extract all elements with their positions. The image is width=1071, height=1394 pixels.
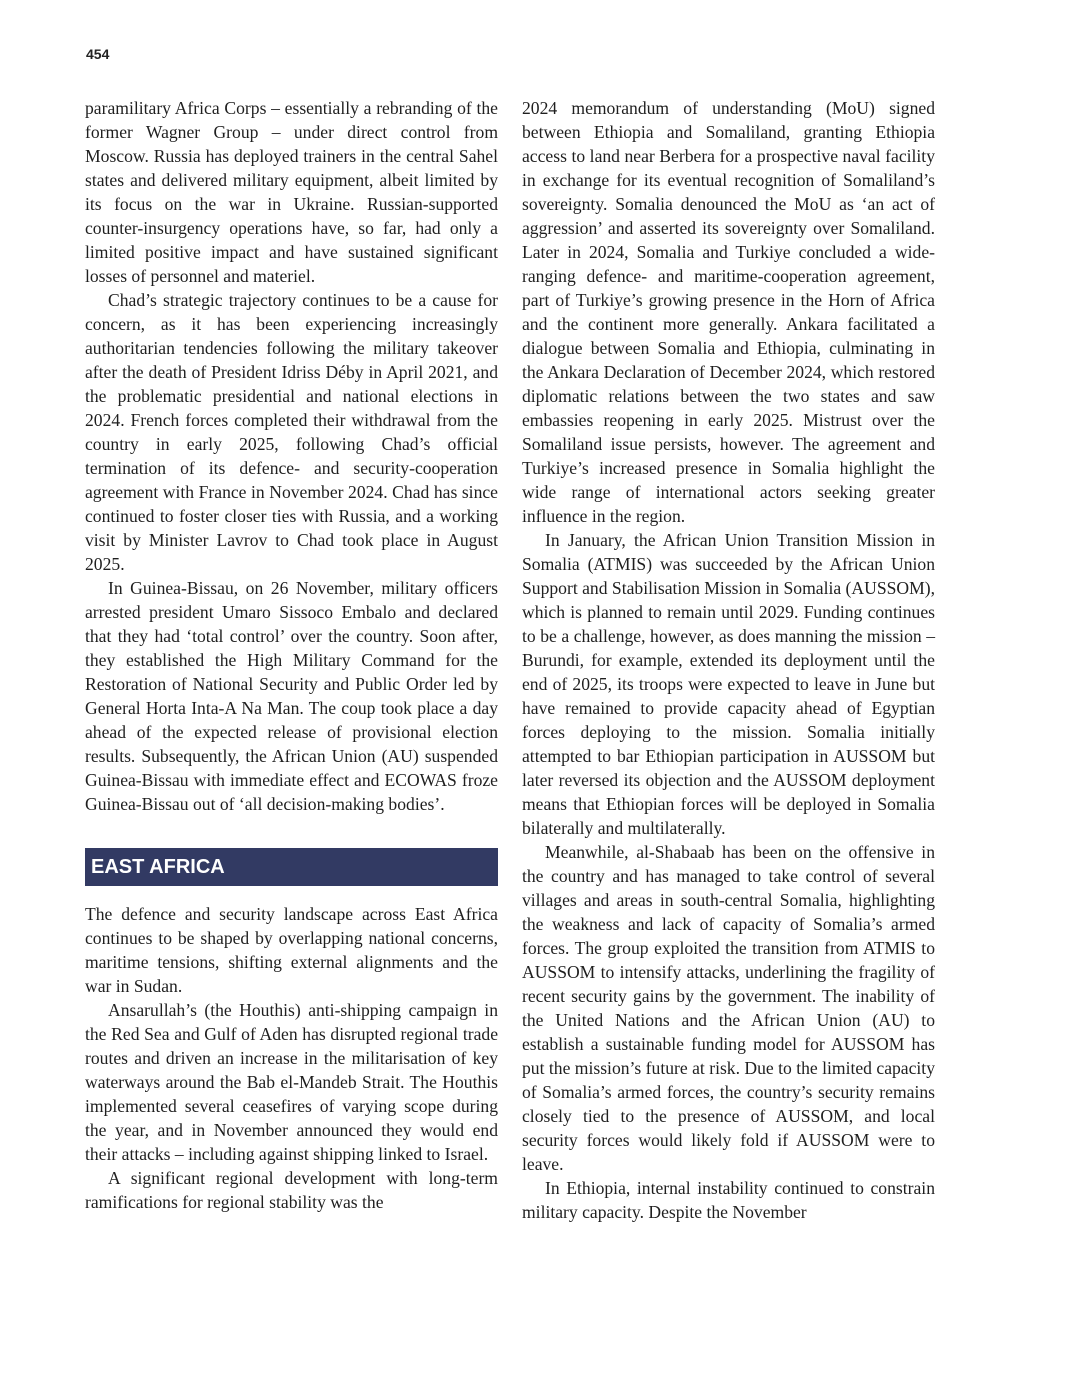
paragraph-al-shabaab: Meanwhile, al-Shabaab has been on the offensive in the country and has managed to take control of several villages and areas in south-central Somalia, highlighting the weakness and lack of capacity of Somalia’s armed forces. The group exploited the transition from ATMIS to AUSSOM to intensify attacks, underlining the fragility of recent security gains by the government. The inability of the United Nations and the African Union (AU) to establish a sustainable funding model for AUSSOM has put the mission’s future at risk. Due to the limited capacity of Somalia’s armed forces, the country’s security remains closely tied to the presence of AUSSOM, and local security forces would likely fold if AUSSOM were to leave.: [522, 842, 935, 1174]
paragraph-aussom: In January, the African Union Transition Mission in Somalia (ATMIS) was succeeded by the African Union Support and Stabilisation Mission in Somalia (AUSSOM), which is planned to remain until 2029. Funding continues to be a challenge, however, as does manning the mission – Burundi, for example, extended its deployment until the end of 2025, its troops were expected to leave in June but have remained to provide capacity ahead of Egyptian forces deploying to the mission. Somalia initially attempted to bar Ethiopian participation in AUSSOM but later reversed its objection and the AUSSOM deployment means that Ethiopian forces will be deployed in Somalia bilaterally and multilaterally.: [522, 530, 935, 838]
page-number: 454: [86, 46, 110, 62]
paragraph-ethiopia: In Ethiopia, internal instability continued to constrain military capacity. Despite the November: [522, 1178, 935, 1222]
paragraph-africa-corps: paramilitary Africa Corps – essentially a rebranding of the former Wagner Group – under direct control from Moscow. Russia has deployed trainers in the central Sahel states and delivered military equipment, albeit limited by its focus on the war in Ukraine. Russian-supported counter-insurgency operations have, so far, had only a limited positive impact and have sustained significant losses of personnel and materiel.: [85, 98, 498, 286]
paragraph-east-africa-intro: The defence and security landscape across East Africa continues to be shaped by overlapping national concerns, maritime tensions, shifting external alignments and the war in Sudan.: [85, 904, 498, 996]
paragraph-mou-somaliland: 2024 memorandum of understanding (MoU) signed between Ethiopia and Somaliland, granting Ethiopia access to land near Berbera for a prospective naval facility in exchange for its eventual recognition of Somaliland’s sovereignty. Somalia denounced the MoU as ‘an act of aggression’ and asserted its sovereignty over Somaliland. Later in 2024, Somalia and Turkiye concluded a wide-ranging defence- and maritime-cooperation agreement, part of Turkiye’s growing presence in the Horn of Africa and the continent more generally. Ankara facilitated a dialogue between Somalia and Ethiopia, culminating in the Ankara Declaration of December 2024, which restored diplomatic relations between the two states and saw embassies reopening in early 2025. Mistrust over the Somaliland issue persists, however. The agreement and Turkiye’s increased presence in Somalia highlight the wide range of international actors seeking greater influence in the region.: [522, 98, 935, 526]
paragraph-guinea-bissau: In Guinea-Bissau, on 26 November, military officers arrested president Umaro Sissoco Embalo and declared that they had ‘total control’ over the country. Soon after, they established the High Military Command for the Restoration of National Security and Public Order led by General Horta Inta-A Na Man. The coup took place a day ahead of the expected release of provisional election results. Subsequently, the African Union (AU) suspended Guinea-Bissau with immediate effect and ECOWAS froze Guinea-Bissau out of ‘all decision-making bodies’.: [85, 578, 498, 814]
left-column: [85, 96, 498, 1214]
paragraph-houthis: Ansarullah’s (the Houthis) anti-shipping campaign in the Red Sea and Gulf of Aden has disrupted regional trade routes and driven an increase in the militarisation of key waterways around the Bab el-Mandeb Strait. The Houthis implemented several ceasefires of varying scope during the year, and in November announced they would end their attacks – including against shipping linked to Israel.: [85, 1000, 498, 1164]
right-column: [522, 96, 935, 1224]
section-heading-east-africa: EAST AFRICA: [85, 848, 498, 886]
paragraph-chad: Chad’s strategic trajectory continues to be a cause for concern, as it has been experiencing increasingly authoritarian tendencies following the military takeover after the death of President Idriss Déby in April 2021, and the problematic presidential and national elections in 2024. French forces completed their withdrawal from the country in early 2025, following Chad’s official termination of its defence- and security-cooperation agreement with France in November 2024. Chad has since continued to foster closer ties with Russia, and a working visit by Minister Lavrov to Chad took place in August 2025.: [85, 290, 498, 574]
paragraph-regional-development: A significant regional development with long-term ramifications for regional stability was the: [85, 1168, 498, 1212]
